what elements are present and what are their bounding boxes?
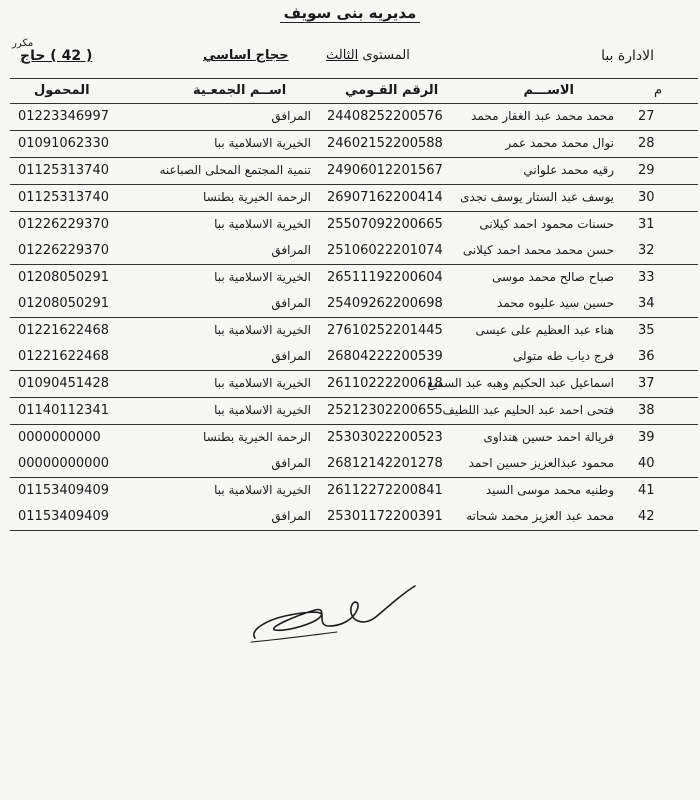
row-name: حسين سيد عليوه محمد (497, 296, 614, 310)
count-note: مكرر (12, 38, 34, 49)
table-row (10, 212, 698, 238)
row-national-id: 26804222200539 (327, 349, 443, 364)
table-row (10, 398, 698, 424)
row-mobile: 01090451428 (18, 376, 109, 391)
table-row (10, 371, 698, 397)
row-number: 37 (638, 376, 655, 391)
row-association: الخيرية الاسلامية ببا (214, 376, 311, 390)
table-row (10, 265, 698, 291)
row-mobile: 01153409409 (18, 509, 109, 524)
row-mobile: 01223346997 (18, 109, 109, 124)
row-association: الرحمة الخيرية بطنسا (203, 430, 311, 444)
count-text: ( 42 ) حاج (20, 48, 93, 64)
row-mobile: 00000000000 (18, 456, 109, 471)
row-mobile: 01208050291 (18, 296, 109, 311)
admin-label: الادارة ببا (601, 48, 654, 64)
row-association: الخيرية الاسلامية ببا (214, 136, 311, 150)
row-mobile: 01140112341 (18, 403, 109, 418)
header-name: الاســـم (523, 83, 574, 98)
row-mobile: 01091062330 (18, 136, 109, 151)
row-association: الخيرية الاسلامية ببا (214, 323, 311, 337)
row-name: فريالة احمد حسين هنداوى (483, 430, 614, 444)
row-mobile: 0000000000 (18, 430, 101, 445)
row-name: وطنيه محمد موسى السيد (485, 483, 614, 497)
row-number: 29 (638, 163, 655, 178)
row-group (10, 265, 698, 318)
header-national-id: الرقم القـومي (345, 83, 439, 98)
row-name: يوسف عبد الستار يوسف نجدى (460, 190, 614, 204)
pilgrims-table (10, 78, 698, 531)
row-national-id: 25301172200391 (327, 509, 443, 524)
row-national-id: 25507092200665 (327, 217, 443, 232)
row-mobile: 01221622468 (18, 323, 109, 338)
row-name: رقيه محمد علواني (523, 163, 614, 177)
row-mobile: 01226229370 (18, 217, 109, 232)
row-association: الخيرية الاسلامية ببا (214, 270, 311, 284)
header-association: اســم الجمعـية (193, 83, 287, 98)
row-national-id: 24602152200588 (327, 136, 443, 151)
row-number: 40 (638, 456, 655, 471)
row-number: 27 (638, 109, 655, 124)
table-row (10, 104, 698, 130)
row-mobile: 01226229370 (18, 243, 109, 258)
table-row (10, 425, 698, 451)
level-value: الثالث (326, 48, 359, 63)
row-group (10, 104, 698, 131)
table-row (10, 344, 698, 370)
row-association: تنمية المجتمع المحلى الصباعنه (159, 163, 311, 177)
pilgrim-count (12, 38, 93, 64)
table-row (10, 318, 698, 344)
level-prefix: المستوى (362, 48, 410, 63)
row-group (10, 425, 698, 478)
row-mobile: 01125313740 (18, 163, 109, 178)
row-number: 31 (638, 217, 655, 232)
row-group (10, 371, 698, 398)
row-group (10, 212, 698, 265)
level-label (326, 48, 410, 63)
row-name: محمود عبدالعزيز حسين احمد (468, 456, 614, 470)
row-association: الخيرية الاسلامية ببا (214, 403, 311, 417)
row-national-id: 25303022200523 (327, 430, 443, 445)
table-header (10, 79, 698, 104)
row-national-id: 26112272200841 (327, 483, 443, 498)
table-row (10, 185, 698, 211)
row-association: الخيرية الاسلامية ببا (214, 483, 311, 497)
table-row (10, 158, 698, 184)
row-group (10, 158, 698, 185)
table-row (10, 238, 698, 264)
row-number: 41 (638, 483, 655, 498)
row-name: حسنات محمود احمد كيلانى (479, 217, 614, 231)
row-association: المرافق (271, 109, 311, 123)
row-name: هناء عبد العظيم على عيسى (475, 323, 614, 337)
row-mobile: 01153409409 (18, 483, 109, 498)
row-mobile: 01221622468 (18, 349, 109, 364)
row-number: 36 (638, 349, 655, 364)
row-group (10, 398, 698, 425)
row-national-id: 27610252201445 (327, 323, 443, 338)
row-name: محمد محمد عبد الغفار محمد (471, 109, 614, 123)
row-association: المرافق (271, 509, 311, 523)
row-number: 38 (638, 403, 655, 418)
row-association: الخيرية الاسلامية ببا (214, 217, 311, 231)
row-mobile: 01125313740 (18, 190, 109, 205)
row-name: محمد عبد العزيز محمد شحاته (466, 509, 614, 523)
row-association: المرافق (271, 296, 311, 310)
row-number: 33 (638, 270, 655, 285)
row-association: الرحمة الخيرية بطنسا (203, 190, 311, 204)
row-national-id: 24906012201567 (327, 163, 443, 178)
table-row (10, 131, 698, 157)
row-national-id: 24408252200576 (327, 109, 443, 124)
row-name: حسن محمد محمد احمد كيلانى (462, 243, 614, 257)
row-national-id: 25106022201074 (327, 243, 443, 258)
hajj-type-text: حجاج اساسي (203, 48, 289, 63)
table-row (10, 478, 698, 504)
row-association: المرافق (271, 243, 311, 257)
table-row (10, 504, 698, 530)
row-mobile: 01208050291 (18, 270, 109, 285)
row-national-id: 26907162200414 (327, 190, 443, 205)
table-row (10, 291, 698, 317)
row-number: 39 (638, 430, 655, 445)
row-number: 32 (638, 243, 655, 258)
row-national-id: 26812142201278 (327, 456, 443, 471)
table-row (10, 451, 698, 477)
row-name: فرج دياب طه متولى (512, 349, 614, 363)
row-name: صباح صالح محمد موسى (492, 270, 614, 284)
row-number: 42 (638, 509, 655, 524)
document-title (0, 4, 700, 22)
document-title-text: مديريه بنى سويف (280, 4, 421, 23)
header-mobile: المحمول (34, 83, 90, 98)
row-name: نوال محمد محمد عمر (505, 136, 614, 150)
row-name: فتحى احمد عبد الحليم عبد اللطيف (442, 403, 614, 417)
row-group (10, 185, 698, 212)
row-national-id: 26511192200604 (327, 270, 443, 285)
row-national-id: 25212302200655 (327, 403, 443, 418)
signature-image (245, 580, 420, 655)
row-national-id: 26110222200618 (327, 376, 443, 391)
table-body (10, 104, 698, 531)
row-association: المرافق (271, 349, 311, 363)
row-group (10, 318, 698, 371)
row-national-id: 25409262200698 (327, 296, 443, 311)
row-name: اسماعيل عبد الحكيم وهبه عبد السميع (427, 376, 614, 390)
row-group (10, 131, 698, 158)
hajj-type-label (203, 48, 289, 63)
row-number: 35 (638, 323, 655, 338)
row-association: المرافق (271, 456, 311, 470)
header-num: م (653, 83, 662, 98)
row-number: 28 (638, 136, 655, 151)
row-number: 30 (638, 190, 655, 205)
row-number: 34 (638, 296, 655, 311)
row-group (10, 478, 698, 531)
